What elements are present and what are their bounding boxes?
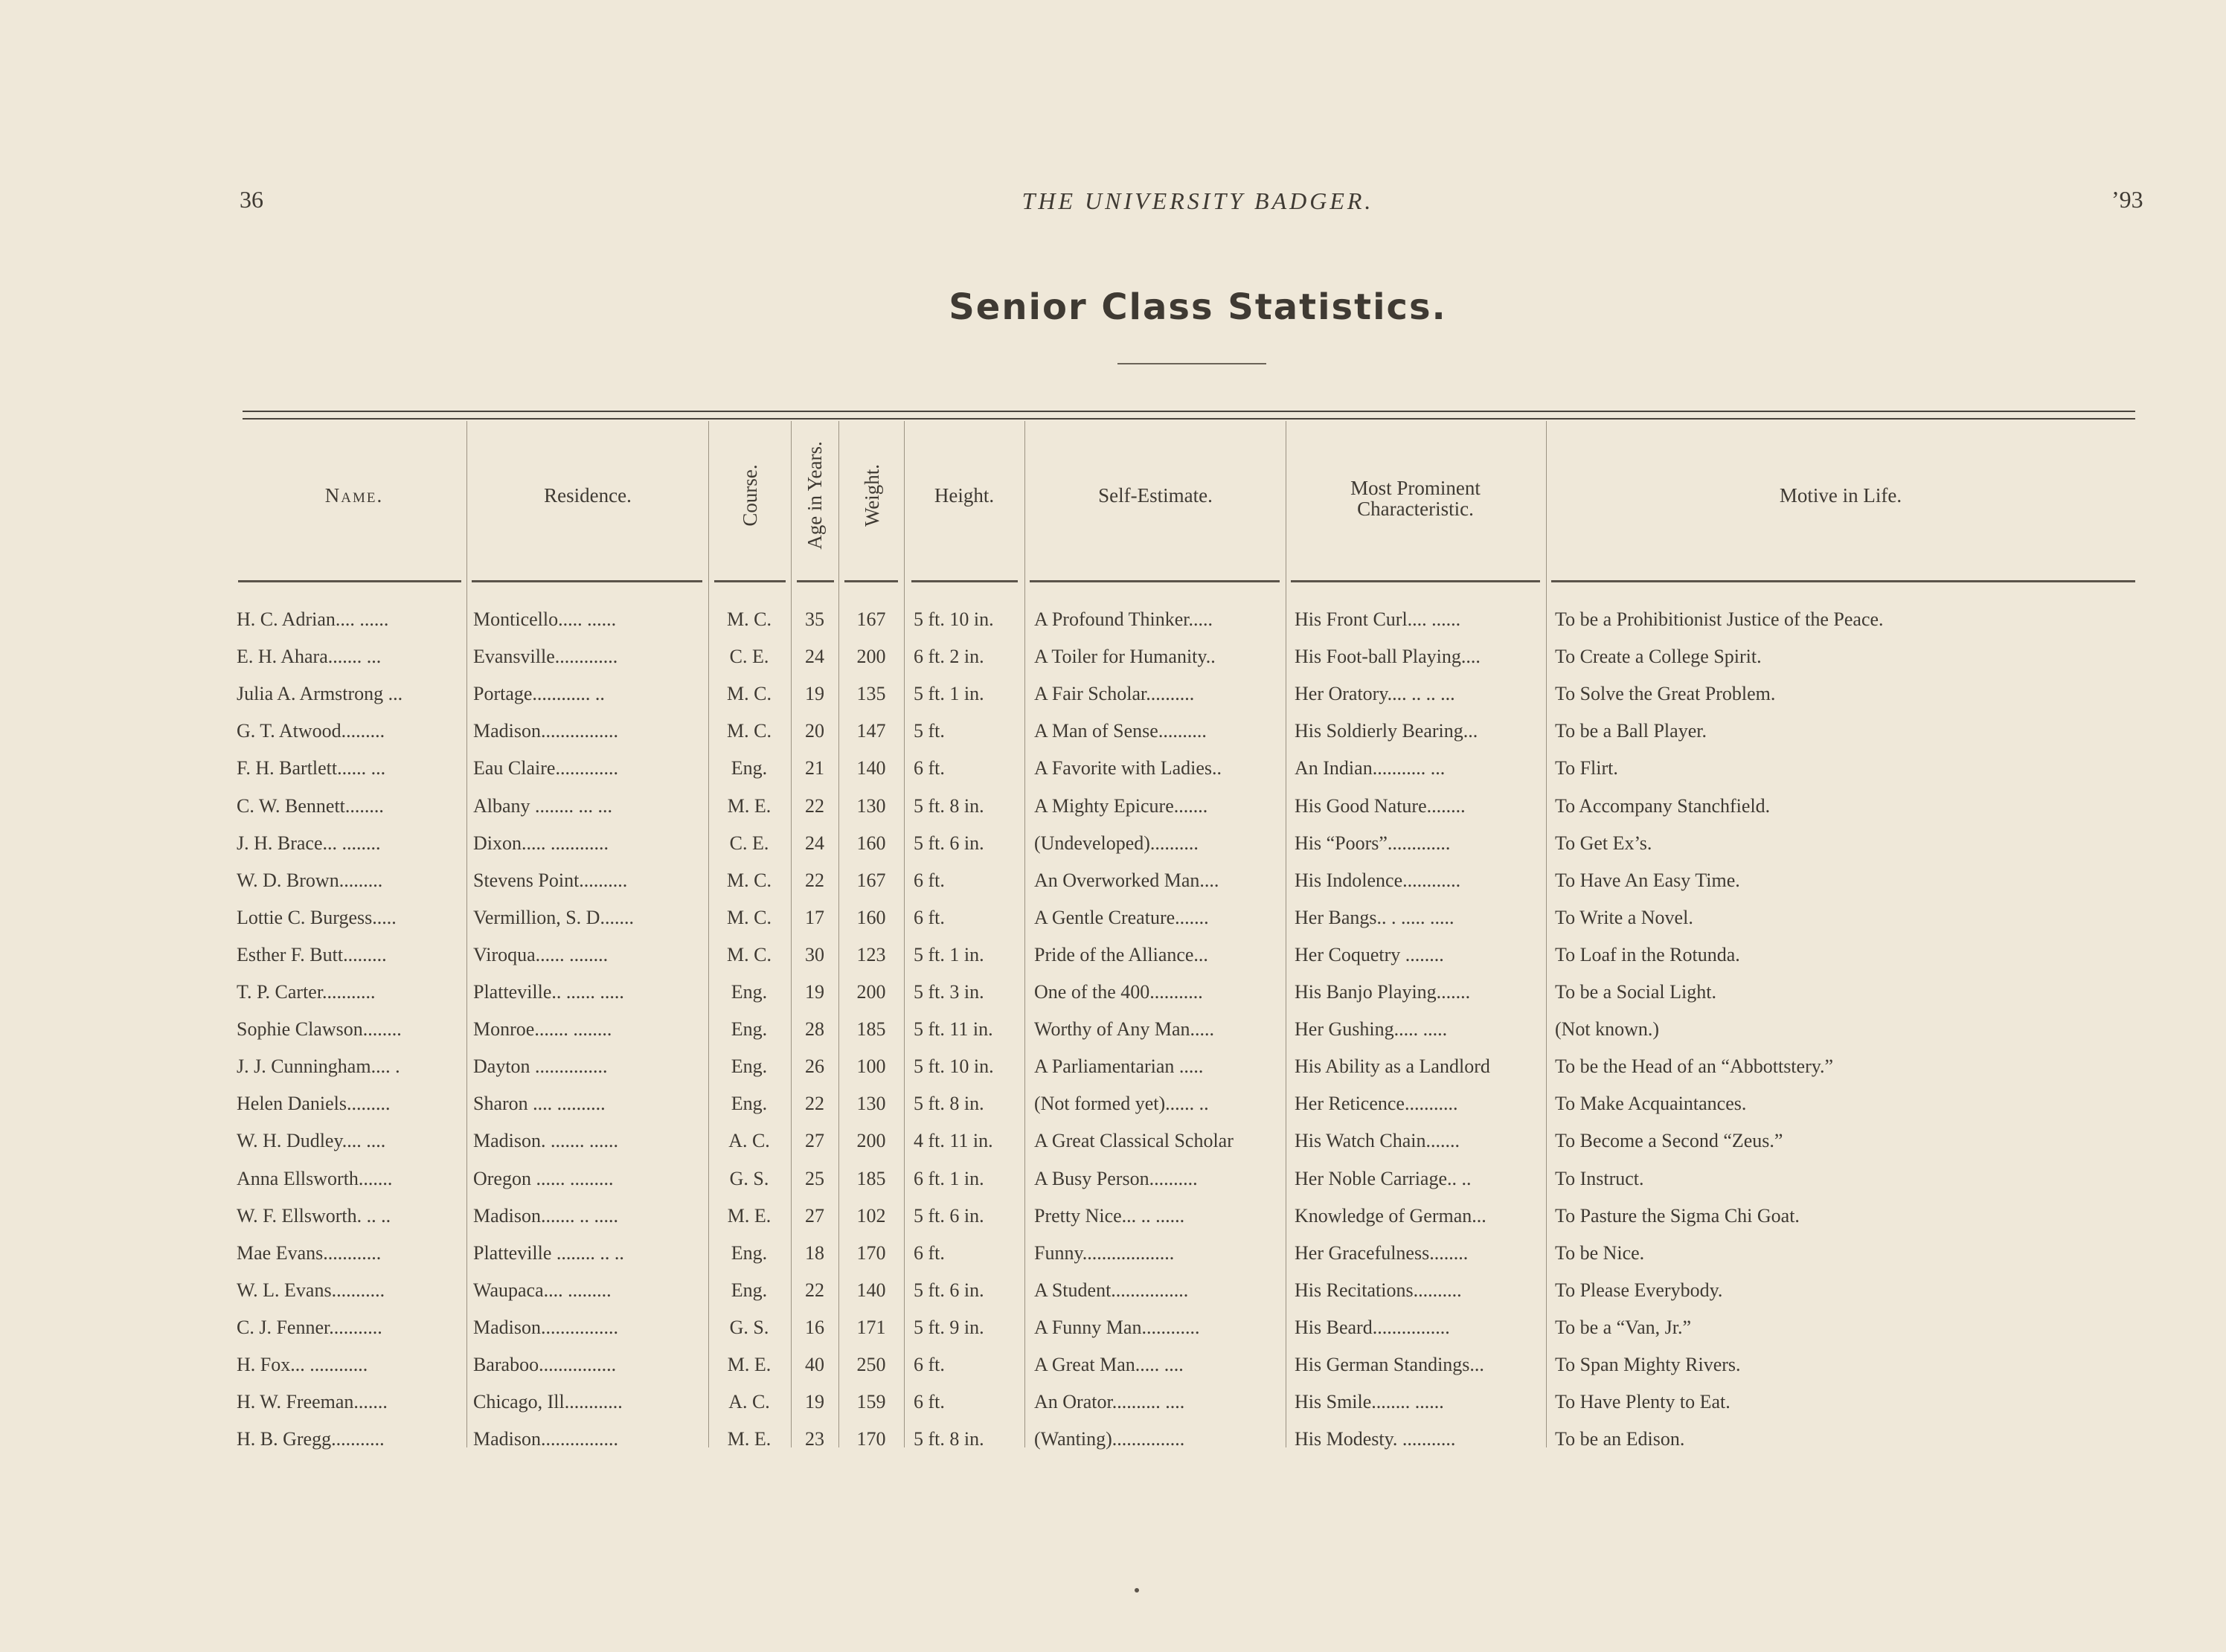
cell-age: 27	[805, 1130, 824, 1152]
header-motive: Motive in Life.	[1779, 484, 1902, 507]
cell-residence: Madison................	[473, 1428, 618, 1450]
cell-course: M. E.	[727, 1204, 772, 1227]
cell-weight: 167	[856, 608, 886, 630]
cell-name: H. W. Freeman.......	[237, 1391, 388, 1413]
cell-course: C. E.	[729, 832, 769, 854]
cell-residence: Portage............ ..	[473, 683, 605, 705]
cell-age: 20	[805, 720, 824, 742]
cell-characteristic: Her Gracefulness........	[1295, 1241, 1469, 1264]
cell-name: J. H. Brace... ........	[237, 832, 381, 854]
cell-self-estimate: A Favorite with Ladies..	[1034, 757, 1222, 780]
cell-course: M. C.	[727, 869, 772, 891]
cell-name: H. Fox... ............	[237, 1354, 368, 1375]
cell-characteristic: His Indolence............	[1295, 869, 1461, 891]
cell-course: A. C.	[728, 1391, 770, 1413]
cell-characteristic: His Soldierly Bearing...	[1295, 720, 1478, 742]
table-row	[0, 757, 2226, 794]
cell-self-estimate: A Busy Person..........	[1034, 1167, 1198, 1189]
cell-name: J. J. Cunningham.... .	[237, 1055, 400, 1078]
cell-motive: To Have Plenty to Eat.	[1555, 1391, 1731, 1413]
cell-name: Mae Evans............	[237, 1241, 382, 1264]
cell-residence: Waupaca.... .........	[473, 1279, 612, 1301]
cell-weight: 250	[856, 1354, 886, 1375]
cell-characteristic: His Ability as a Landlord	[1295, 1055, 1490, 1078]
cell-height: 5 ft. 11 in.	[914, 1018, 993, 1041]
cell-motive: To be Nice.	[1555, 1241, 1645, 1264]
cell-height: 5 ft. 8 in.	[914, 1093, 984, 1115]
cell-weight: 200	[856, 981, 886, 1003]
cell-residence: Eau Claire.............	[473, 757, 618, 780]
cell-residence: Chicago, Ill............	[473, 1391, 623, 1413]
cell-residence: Madison. ....... ......	[473, 1130, 618, 1152]
cell-residence: Sharon .... ..........	[473, 1093, 606, 1115]
table-row	[0, 795, 2226, 832]
cell-age: 16	[805, 1316, 824, 1338]
cell-name: E. H. Ahara....... ...	[237, 646, 382, 668]
cell-age: 22	[805, 1093, 824, 1115]
table-row	[0, 944, 2226, 981]
cell-name: F. H. Bartlett...... ...	[237, 757, 386, 780]
header-age: Age in Years.	[804, 441, 826, 550]
table-row	[0, 1242, 2226, 1279]
cell-motive: To Have An Easy Time.	[1555, 869, 1740, 891]
cell-motive: To Accompany Stanchfield.	[1555, 794, 1771, 817]
header-underline	[1551, 580, 2135, 582]
cell-weight: 159	[856, 1391, 886, 1413]
header-height: Height.	[934, 484, 995, 507]
cell-name: Lottie C. Burgess.....	[237, 906, 397, 928]
page-title: Senior Class Statistics.	[949, 286, 1447, 328]
header-underline	[1291, 580, 1540, 582]
cell-self-estimate: A Gentle Creature.......	[1034, 906, 1209, 928]
cell-course: M. E.	[727, 794, 772, 817]
cell-motive: To Please Everybody.	[1555, 1279, 1723, 1301]
cell-motive: To be a Social Light.	[1555, 981, 1716, 1003]
cell-motive: To be a Ball Player.	[1555, 720, 1707, 742]
cell-age: 19	[805, 683, 824, 705]
cell-motive: To Create a College Spirit.	[1555, 646, 1762, 668]
cell-self-estimate: (Wanting)...............	[1034, 1428, 1185, 1450]
cell-course: Eng.	[731, 1241, 768, 1264]
cell-self-estimate: A Toiler for Humanity..	[1034, 646, 1216, 668]
cell-age: 26	[805, 1055, 824, 1078]
table-row	[0, 1130, 2226, 1167]
cell-characteristic: His Foot-ball Playing....	[1295, 646, 1481, 668]
table-row	[0, 1279, 2226, 1317]
cell-name: T. P. Carter...........	[237, 981, 376, 1003]
cell-self-estimate: (Undeveloped)..........	[1034, 832, 1199, 854]
table-row	[0, 1018, 2226, 1055]
cell-weight: 170	[856, 1428, 886, 1450]
table-row	[0, 720, 2226, 757]
cell-residence: Madison....... .. .....	[473, 1204, 618, 1227]
header-name: Name.	[324, 484, 384, 507]
header-underline	[911, 580, 1018, 582]
table-row	[0, 1205, 2226, 1242]
cell-residence: Madison................	[473, 720, 618, 742]
cell-weight: 185	[856, 1167, 886, 1189]
cell-residence: Evansville.............	[473, 646, 618, 668]
cell-weight: 135	[856, 683, 886, 705]
cell-name: C. W. Bennett........	[237, 794, 384, 817]
table-row	[0, 646, 2226, 683]
cell-course: M. C.	[727, 683, 772, 705]
cell-self-estimate: A Profound Thinker.....	[1034, 608, 1213, 630]
cell-residence: Platteville.. ...... .....	[473, 981, 624, 1003]
cell-course: Eng.	[731, 1093, 768, 1115]
cell-characteristic: His Watch Chain.......	[1295, 1130, 1460, 1152]
cell-self-estimate: One of the 400...........	[1034, 981, 1203, 1003]
table-row	[0, 1317, 2226, 1354]
cell-residence: Oregon ...... .........	[473, 1167, 614, 1189]
cell-characteristic: Her Oratory.... .. .. ...	[1295, 683, 1455, 705]
cell-name: W. H. Dudley.... ....	[237, 1130, 386, 1152]
cell-age: 21	[805, 757, 824, 780]
cell-weight: 140	[856, 757, 886, 780]
cell-height: 5 ft. 1 in.	[914, 943, 984, 965]
cell-height: 6 ft.	[914, 869, 945, 891]
cell-motive: To be the Head of an “Abbottstery.”	[1555, 1055, 1834, 1078]
cell-weight: 100	[856, 1055, 886, 1078]
cell-self-estimate: A Mighty Epicure.......	[1034, 794, 1208, 817]
cell-height: 6 ft.	[914, 1391, 945, 1413]
cell-self-estimate: Pretty Nice... .. ......	[1034, 1204, 1185, 1227]
cell-height: 5 ft. 8 in.	[914, 1428, 984, 1450]
table-row	[0, 907, 2226, 944]
cell-characteristic: His Banjo Playing.......	[1295, 981, 1471, 1003]
cell-residence: Vermillion, S. D.......	[473, 906, 634, 928]
cell-weight: 200	[856, 646, 886, 668]
cell-self-estimate: A Fair Scholar..........	[1034, 683, 1195, 705]
cell-age: 17	[805, 906, 824, 928]
table-row	[0, 870, 2226, 907]
table-row	[0, 1354, 2226, 1391]
cell-name: Helen Daniels.........	[237, 1093, 391, 1115]
cell-weight: 171	[856, 1316, 886, 1338]
cell-characteristic: Her Reticence...........	[1295, 1093, 1458, 1115]
cell-age: 22	[805, 869, 824, 891]
cell-motive: To Get Ex’s.	[1555, 832, 1652, 854]
cell-motive: To Instruct.	[1555, 1167, 1644, 1189]
cell-characteristic: His Smile........ ......	[1295, 1391, 1444, 1413]
cell-weight: 160	[856, 906, 886, 928]
cell-motive: To Flirt.	[1555, 757, 1618, 780]
cell-height: 4 ft. 11 in.	[914, 1130, 993, 1152]
cell-name: Anna Ellsworth.......	[237, 1167, 393, 1189]
cell-height: 6 ft. 1 in.	[914, 1167, 984, 1189]
cell-residence: Monroe....... ........	[473, 1018, 612, 1041]
cell-height: 5 ft. 3 in.	[914, 981, 984, 1003]
cell-residence: Madison................	[473, 1316, 618, 1338]
cell-course: M. C.	[727, 720, 772, 742]
header-underline	[238, 580, 461, 582]
table-row	[0, 1055, 2226, 1093]
cell-motive: To be a Prohibitionist Justice of the Peace.	[1555, 608, 1884, 630]
cell-age: 19	[805, 1391, 824, 1413]
cell-course: G. S.	[729, 1167, 769, 1189]
cell-residence: Monticello..... ......	[473, 608, 617, 630]
cell-motive: To be an Edison.	[1555, 1428, 1685, 1450]
cell-weight: 160	[856, 832, 886, 854]
cell-name: Sophie Clawson........	[237, 1018, 402, 1041]
cell-age: 23	[805, 1428, 824, 1450]
header-residence: Residence.	[544, 484, 632, 507]
header-weight: Weight.	[861, 463, 883, 527]
cell-characteristic: Her Coquetry ........	[1295, 943, 1444, 965]
cell-self-estimate: A Great Classical Scholar	[1034, 1130, 1234, 1152]
title-underline	[1117, 363, 1266, 364]
cell-characteristic: Knowledge of German...	[1295, 1204, 1486, 1227]
cell-residence: Platteville ........ .. ..	[473, 1241, 624, 1264]
cell-weight: 130	[856, 1093, 886, 1115]
cell-self-estimate: A Great Man..... ....	[1034, 1354, 1184, 1375]
table-row	[0, 1391, 2226, 1428]
cell-characteristic: His Good Nature........	[1295, 794, 1466, 817]
cell-residence: Dayton ...............	[473, 1055, 608, 1078]
cell-residence: Stevens Point..........	[473, 869, 628, 891]
cell-motive: (Not known.)	[1555, 1018, 1660, 1041]
cell-characteristic: His Beard................	[1295, 1316, 1450, 1338]
cell-course: C. E.	[729, 646, 769, 668]
cell-age: 28	[805, 1018, 824, 1041]
cell-self-estimate: An Overworked Man....	[1034, 869, 1219, 891]
table-row	[0, 981, 2226, 1018]
cell-name: W. F. Ellsworth. .. ..	[237, 1204, 391, 1227]
cell-characteristic: Her Noble Carriage.. ..	[1295, 1167, 1472, 1189]
cell-weight: 185	[856, 1018, 886, 1041]
cell-course: Eng.	[731, 1055, 768, 1078]
cell-weight: 140	[856, 1279, 886, 1301]
cell-age: 35	[805, 608, 824, 630]
table-row	[0, 1093, 2226, 1130]
cell-height: 5 ft. 10 in.	[914, 608, 994, 630]
table-row	[0, 683, 2226, 720]
cell-self-estimate: Pride of the Alliance...	[1034, 943, 1208, 965]
cell-age: 18	[805, 1241, 824, 1264]
header-underline	[844, 580, 898, 582]
cell-motive: To Span Mighty Rivers.	[1555, 1354, 1741, 1375]
cell-self-estimate: A Student................	[1034, 1279, 1189, 1301]
cell-weight: 167	[856, 869, 886, 891]
cell-course: Eng.	[731, 1018, 768, 1041]
cell-self-estimate: An Orator.......... ....	[1034, 1391, 1185, 1413]
cell-height: 5 ft. 6 in.	[914, 1279, 984, 1301]
cell-name: H. B. Gregg...........	[237, 1428, 385, 1450]
cell-self-estimate: Worthy of Any Man.....	[1034, 1018, 1214, 1041]
cell-height: 5 ft. 1 in.	[914, 683, 984, 705]
header-characteristic: Most Prominent Characteristic.	[1350, 477, 1481, 520]
cell-course: M. C.	[727, 906, 772, 928]
cell-age: 40	[805, 1354, 824, 1375]
table-top-rule	[243, 411, 2135, 412]
table-row	[0, 1168, 2226, 1205]
cell-characteristic: His Recitations..........	[1295, 1279, 1462, 1301]
cell-residence: Dixon..... ............	[473, 832, 609, 854]
cell-weight: 147	[856, 720, 886, 742]
class-year: ’93	[2111, 186, 2143, 213]
cell-course: M. C.	[727, 608, 772, 630]
cell-characteristic: Her Gushing..... .....	[1295, 1018, 1448, 1041]
cell-characteristic: His Modesty. ...........	[1295, 1428, 1456, 1450]
cell-motive: To Write a Novel.	[1555, 906, 1693, 928]
table-row	[0, 832, 2226, 870]
cell-motive: To Pasture the Sigma Chi Goat.	[1555, 1204, 1800, 1227]
cell-residence: Viroqua...... ........	[473, 943, 609, 965]
cell-height: 5 ft.	[914, 720, 945, 742]
header-self-estimate: Self-Estimate.	[1098, 484, 1213, 507]
cell-motive: To Make Acquaintances.	[1555, 1093, 1747, 1115]
header-underline	[1030, 580, 1280, 582]
cell-age: 24	[805, 832, 824, 854]
cell-weight: 102	[856, 1204, 886, 1227]
cell-residence: Baraboo................	[473, 1354, 617, 1375]
header-underline	[797, 580, 834, 582]
cell-name: G. T. Atwood.........	[237, 720, 385, 742]
cell-characteristic: An Indian........... ...	[1295, 757, 1446, 780]
cell-course: M. E.	[727, 1354, 772, 1375]
cell-self-estimate: A Man of Sense..........	[1034, 720, 1207, 742]
page-number: 36	[240, 186, 263, 213]
cell-age: 22	[805, 794, 824, 817]
cell-residence: Albany ........ ... ...	[473, 794, 613, 817]
header-underline	[472, 580, 702, 582]
cell-height: 5 ft. 9 in.	[914, 1316, 984, 1338]
cell-course: A. C.	[728, 1130, 770, 1152]
cell-self-estimate: A Parliamentarian .....	[1034, 1055, 1204, 1078]
cell-course: Eng.	[731, 757, 768, 780]
cell-motive: To Loaf in the Rotunda.	[1555, 943, 1740, 965]
cell-course: G. S.	[729, 1316, 769, 1338]
cell-motive: To Become a Second “Zeus.”	[1555, 1130, 1783, 1152]
cell-age: 24	[805, 646, 824, 668]
cell-height: 6 ft. 2 in.	[914, 646, 984, 668]
cell-characteristic: Her Bangs.. . ..... .....	[1295, 906, 1454, 928]
cell-name: W. D. Brown.........	[237, 869, 383, 891]
cell-height: 5 ft. 6 in.	[914, 1204, 984, 1227]
cell-height: 6 ft.	[914, 906, 945, 928]
cell-age: 22	[805, 1279, 824, 1301]
cell-characteristic: His “Poors”.............	[1295, 832, 1451, 854]
cell-self-estimate: Funny...................	[1034, 1241, 1175, 1264]
cell-motive: To be a “Van, Jr.”	[1555, 1316, 1692, 1338]
cell-height: 6 ft.	[914, 757, 945, 780]
cell-course: M. C.	[727, 943, 772, 965]
cell-course: Eng.	[731, 981, 768, 1003]
cell-age: 30	[805, 943, 824, 965]
cell-age: 27	[805, 1204, 824, 1227]
cell-height: 6 ft.	[914, 1354, 945, 1375]
cell-height: 5 ft. 6 in.	[914, 832, 984, 854]
header-course: Course.	[739, 464, 761, 527]
cell-height: 5 ft. 8 in.	[914, 794, 984, 817]
header-underline	[714, 580, 786, 582]
cell-name: Esther F. Butt.........	[237, 943, 387, 965]
cell-name: Julia A. Armstrong ...	[237, 683, 403, 705]
cell-self-estimate: (Not formed yet)...... ..	[1034, 1093, 1209, 1115]
cell-weight: 200	[856, 1130, 886, 1152]
cell-self-estimate: A Funny Man............	[1034, 1316, 1200, 1338]
running-title: THE UNIVERSITY BADGER.	[1021, 187, 1374, 214]
cell-age: 25	[805, 1167, 824, 1189]
cell-weight: 123	[856, 943, 886, 965]
cell-name: W. L. Evans...........	[237, 1279, 385, 1301]
cell-weight: 130	[856, 794, 886, 817]
cell-weight: 170	[856, 1241, 886, 1264]
cell-motive: To Solve the Great Problem.	[1555, 683, 1776, 705]
table-top-rule	[243, 418, 2135, 420]
cell-name: H. C. Adrian.... ......	[237, 608, 389, 630]
stray-mark	[1135, 1588, 1139, 1592]
cell-height: 5 ft. 10 in.	[914, 1055, 994, 1078]
table-row	[0, 608, 2226, 646]
cell-name: C. J. Fenner...........	[237, 1316, 382, 1338]
cell-course: M. E.	[727, 1428, 772, 1450]
table-row	[0, 1428, 2226, 1465]
cell-course: Eng.	[731, 1279, 768, 1301]
cell-age: 19	[805, 981, 824, 1003]
cell-characteristic: His German Standings...	[1295, 1354, 1484, 1375]
cell-characteristic: His Front Curl.... ......	[1295, 608, 1461, 630]
cell-height: 6 ft.	[914, 1241, 945, 1264]
